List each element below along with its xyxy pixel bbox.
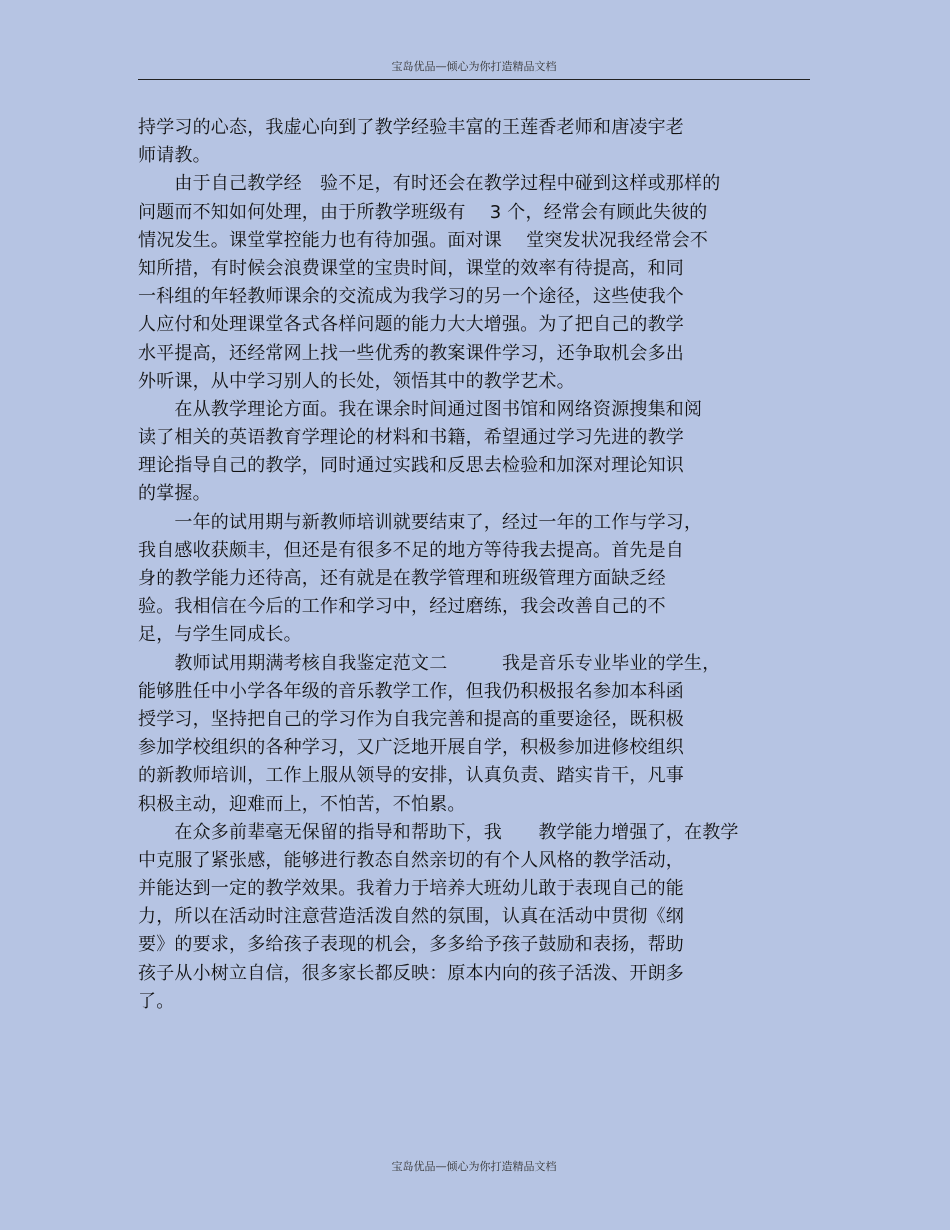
- text-line: 积极主动，迎难而上，不怕苦，不怕累。: [138, 793, 466, 815]
- text-line: 身的教学能力还待高，还有就是在教学管理和班级管理方面缺乏经: [138, 568, 666, 589]
- text-line: 水平提高，还经常网上找一些优秀的教案课件学习，还争取机会多出: [138, 342, 684, 364]
- text-line: 持学习的心态，我虚心向到了教学经验丰富的王莲香老师和唐凌宇老: [138, 117, 684, 138]
- text-line: 要》的要求，多给孩子表现的机会，多多给予孩子鼓励和表扬，帮助: [138, 934, 684, 956]
- text-line: 师请教。: [138, 145, 211, 167]
- text-line: 在从教学理论方面。我在课余时间通过图书馆和网络资源搜集和阅: [138, 398, 703, 420]
- text-line: 的掌握。: [138, 483, 211, 505]
- text-line: 验。我相信在今后的工作和学习中，经过磨练，我会改善自己的不: [138, 596, 666, 618]
- document-body: [138, 114, 810, 1016]
- text-line: 我自感收获颇丰，但还是有很多不足的地方等待我去提高。首先是自: [138, 539, 684, 561]
- page-footer: 宝岛优品—倾心为你打造精品文档: [391, 1160, 557, 1173]
- text-line: 足，与学生同成长。: [138, 624, 302, 646]
- text-line: 能够胜任中小学各年级的音乐教学工作，但我仍积极报名参加本科函: [138, 680, 684, 702]
- text-line: 并能达到一定的教学效果。我着力于培养大班幼儿敢于表现自己的能: [138, 878, 684, 900]
- text-line: 外听课，从中学习别人的长处，领悟其中的教学艺术。: [138, 370, 575, 392]
- text-line: 读了相关的英语教育学理论的材料和书籍，希望通过学习先进的教学: [138, 427, 684, 449]
- text-line: 的新教师培训，工作上服从领导的安排，认真负责、踏实肯干，凡事: [138, 765, 684, 787]
- text-line: 中克服了紧张感，能够进行教态自然亲切的有个人风格的教学活动，: [138, 849, 684, 871]
- text-line: 情况发生。课堂掌控能力也有待加强。面对课 堂突发状况我经常会不: [138, 229, 709, 251]
- text-line: 教师试用期满考核自我鉴定范文二 我是音乐专业毕业的学生，: [138, 652, 721, 674]
- text-line: 力，所以在活动时注意营造活泼自然的氛围，认真在活动中贯彻《纲: [138, 906, 684, 928]
- text-line: 一年的试用期与新教师培训就要结束了，经过一年的工作与学习，: [138, 511, 703, 533]
- text-line: 理论指导自己的教学，同时通过实践和反思去检验和加深对理论知识: [138, 455, 684, 477]
- text-line: 授学习，坚持把自己的学习作为自我完善和提高的重要途径，既积极: [138, 708, 684, 730]
- text-line: 了。: [138, 990, 175, 1012]
- text-line: 一科组的年轻教师课余的交流成为我学习的另一个途径，这些使我个: [138, 286, 684, 308]
- text-line: 在众多前辈毫无保留的指导和帮助下，我 教学能力增强了，在教学: [138, 821, 739, 843]
- text-line: 知所措，有时候会浪费课堂的宝贵时间，课堂的效率有待提高，和同: [138, 257, 684, 279]
- text-line: 人应付和处理课堂各式各样问题的能力大大增强。为了把自己的教学: [138, 314, 684, 336]
- text-line: 参加学校组织的各种学习，又广泛地开展自学，积极参加进修校组织: [138, 737, 684, 759]
- text-line: 由于自己教学经 验不足，有时还会在教学过程中碰到这样或那样的: [138, 173, 721, 195]
- text-line: 孩子从小树立自信，很多家长都反映：原本内向的孩子活泼、开朗多: [138, 962, 684, 984]
- page-header: 宝岛优品—倾心为你打造精品文档: [138, 57, 810, 80]
- text-line: 问题而不知如何处理，由于所教学班级有 3 个，经常会有顾此失彼的: [138, 201, 708, 223]
